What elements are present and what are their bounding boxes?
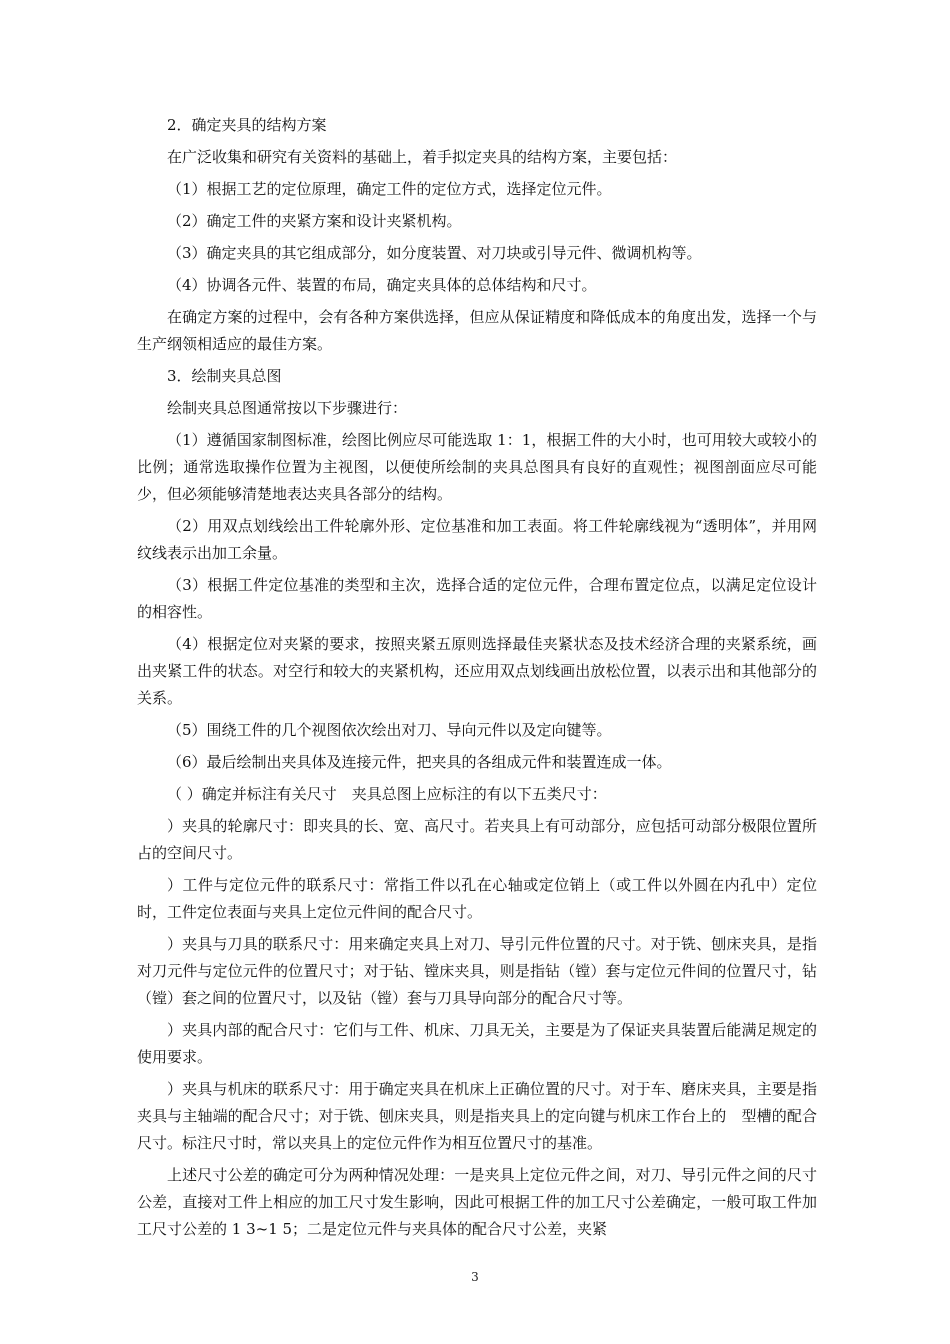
list-item: ）工件与定位元件的联系尺寸：常指工件以孔在心轴或定位销上（或工件以外圆在内孔中）定位时，工件定位表面与夹具上定位元件间的配合尺寸。 bbox=[137, 876, 817, 921]
paragraph: 在确定方案的过程中，会有各种方案供选择，但应从保证精度和降低成本的角度出发，选择一个与生产纲领相适应的最佳方案。 bbox=[137, 308, 817, 353]
list-item: （5）围绕工件的几个视图依次绘出对刀、导向元件以及定向键等。 bbox=[167, 721, 612, 739]
list-item: （4）根据定位对夹紧的要求，按照夹紧五原则选择最佳夹紧状态及技术经济合理的夹紧系统，画出夹紧工件的状态。对空行和较大的夹紧机构，还应用双点划线画出放松位置，以表示出和其他部分的关系。 bbox=[137, 635, 817, 707]
list-item: （1）遵循国家制图标准，绘图比例应尽可能选取 1：1，根据工件的大小时，也可用较大或较小的比例；通常选取操作位置为主视图，以便使所绘制的夹具总图具有良好的直观性；视图剖面应尽可能少，但必须能够清楚地表达夹具各部分的结构。 bbox=[137, 431, 817, 503]
list-item: （2）确定工件的夹紧方案和设计夹紧机构。 bbox=[167, 212, 462, 230]
paragraph: 绘制夹具总图通常按以下步骤进行： bbox=[167, 399, 408, 417]
list-item: ）夹具内部的配合尺寸：它们与工件、机床、刀具无关，主要是为了保证夹具装置后能满足规定的使用要求。 bbox=[137, 1021, 817, 1066]
list-item: ）夹具的轮廓尺寸：即夹具的长、宽、高尺寸。若夹具上有可动部分，应包括可动部分极限位置所占的空间尺寸。 bbox=[137, 817, 817, 862]
section-heading: 3．绘制夹具总图 bbox=[167, 367, 282, 385]
list-item: （2）用双点划线绘出工件轮廓外形、定位基准和加工表面。将工件轮廓线视为“透明体”，并用网纹线表示出加工余量。 bbox=[137, 517, 817, 562]
document-body bbox=[137, 112, 817, 1248]
page-number: 3 bbox=[471, 1270, 479, 1284]
list-item: （6）最后绘制出夹具体及连接元件，把夹具的各组成元件和装置连成一体。 bbox=[167, 753, 672, 771]
list-item: （4）协调各元件、装置的布局，确定夹具体的总体结构和尺寸。 bbox=[167, 276, 597, 294]
paragraph: 上述尺寸公差的确定可分为两种情况处理：一是夹具上定位元件之间，对刀、导引元件之间的尺寸公差，直接对工件上相应的加工尺寸发生影响，因此可根据工件的加工尺寸公差确定，一般可取工件加工尺寸公差的 1 3~1 5；二是定位元件与夹具体的配合尺寸公差，夹紧 bbox=[137, 1166, 817, 1238]
list-item: （ ）确定并标注有关尺寸 夹具总图上应标注的有以下五类尺寸： bbox=[167, 785, 607, 803]
list-item: （3）根据工件定位基准的类型和主次，选择合适的定位元件，合理布置定位点，以满足定位设计的相容性。 bbox=[137, 576, 817, 621]
list-item: ）夹具与刀具的联系尺寸：用来确定夹具上对刀、导引元件位置的尺寸。对于铣、刨床夹具，是指对刀元件与定位元件的位置尺寸；对于钻、镗床夹具，则是指钻（镗）套与定位元件间的位置尺寸，钻（镗）套之间的位置尺寸，以及钻（镗）套与刀具导向部分的配合尺寸等。 bbox=[137, 935, 817, 1007]
paragraph: 在广泛收集和研究有关资料的基础上，着手拟定夹具的结构方案，主要包括： bbox=[167, 148, 678, 166]
list-item: （1）根据工艺的定位原理，确定工件的定位方式，选择定位元件。 bbox=[167, 180, 612, 198]
section-heading: 2．确定夹具的结构方案 bbox=[167, 116, 327, 134]
list-item: ）夹具与机床的联系尺寸：用于确定夹具在机床上正确位置的尺寸。对于车、磨床夹具，主要是指夹具与主轴端的配合尺寸；对于铣、刨床夹具，则是指夹具上的定向键与机床工作台上的 型槽的配合尺寸。标注尺寸时，常以夹具上的定位元件作为相互位置尺寸的基准。 bbox=[137, 1080, 817, 1152]
list-item: （3）确定夹具的其它组成部分，如分度装置、对刀块或引导元件、微调机构等。 bbox=[167, 244, 702, 262]
